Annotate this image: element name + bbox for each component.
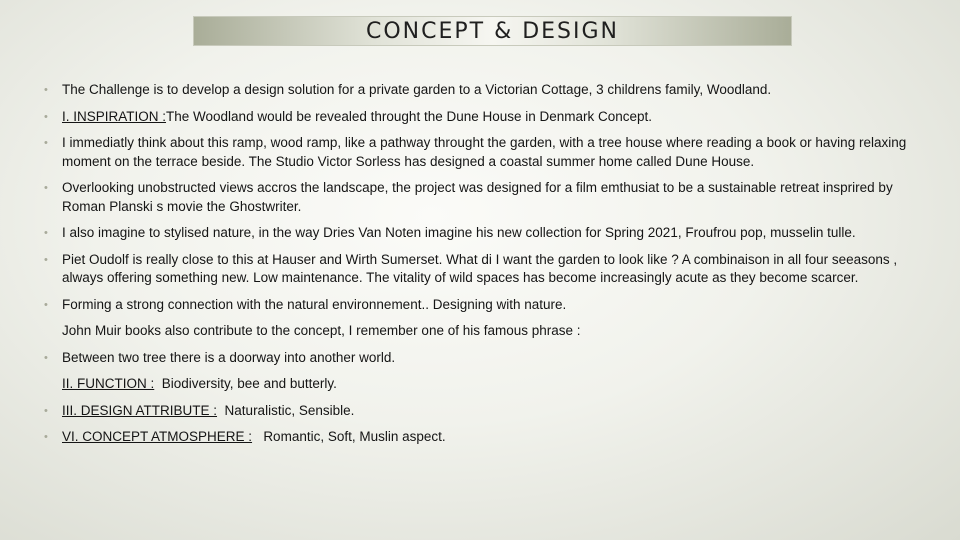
paragraph-text: John Muir books also contribute to the concept, I remember one of his famous phrase : bbox=[62, 323, 581, 338]
section-label-inspiration: I. INSPIRATION : bbox=[62, 108, 167, 124]
paragraph-text: Biodiversity, bee and butterly. bbox=[161, 376, 337, 391]
bullet-views bbox=[44, 179, 934, 216]
bullet-ramp bbox=[44, 134, 934, 171]
bullet-design-attribute bbox=[44, 402, 934, 421]
bullet-concept-atmosphere bbox=[44, 428, 934, 447]
section-label-design-attribute: III. DESIGN ATTRIBUTE : bbox=[62, 402, 218, 418]
bullet-text: I also imagine to stylised nature, in the way Dries Van Noten imagine his new collection for Spring 2021, Froufrou pop, musselin tulle. bbox=[62, 225, 856, 240]
bullet-stylised-nature bbox=[44, 224, 934, 243]
bullet-text: Between two tree there is a doorway into another world. bbox=[62, 349, 396, 365]
paragraph-john-muir bbox=[44, 322, 934, 341]
slide-body bbox=[44, 81, 934, 455]
section-label-function: II. FUNCTION : bbox=[62, 376, 155, 391]
bullet-piet-oudolf bbox=[44, 251, 934, 288]
bullet-text: Forming a strong connection with the natural environnement.. Designing with nature. bbox=[62, 296, 567, 312]
bullet-text: I immediatly think about this ramp, wood ramp, like a pathway throught the garden, with a tree house where reading a book or having relaxing moment on the terrace beside. The Studio Victor Sorless has designed a coastal summer home called Dune House. bbox=[62, 135, 907, 169]
bullet-text: Overlooking unobstructed views accros the landscape, the project was designed for a film emthusiat to be a sustainable retreat insprired by Roman Planski s movie the Ghostwriter. bbox=[62, 180, 893, 214]
slide-title-bar bbox=[193, 16, 792, 46]
bullet-challenge bbox=[44, 81, 934, 100]
bullet-text: Piet Oudolf is really close to this at Hauser and Wirth Sumerset. What di I want the garden to look like ? A combinaison in all four seeasons , always offering something new. Low maintenance. The vitality of wild spaces has become increasingly acute as they become scarcer. bbox=[62, 251, 898, 285]
bullet-inspiration bbox=[44, 108, 934, 127]
bullet-text: Romantic, Soft, Muslin aspect. bbox=[263, 429, 446, 444]
section-label-concept-atmosphere: VI. CONCEPT ATMOSPHERE : bbox=[62, 429, 253, 444]
bullet-text: The Woodland would be revealed throught the Dune House in Denmark Concept. bbox=[166, 108, 653, 124]
bullet-text: Naturalistic, Sensible. bbox=[224, 402, 355, 418]
bullet-text: The Challenge is to develop a design solution for a private garden to a Victorian Cottage, 3 childrens family, Woodland. bbox=[62, 82, 772, 97]
slide-title: CONCEPT & DESIGN bbox=[365, 18, 620, 44]
bullet-connection bbox=[44, 296, 934, 315]
paragraph-function bbox=[44, 375, 934, 394]
bullet-doorway-quote bbox=[44, 349, 934, 368]
